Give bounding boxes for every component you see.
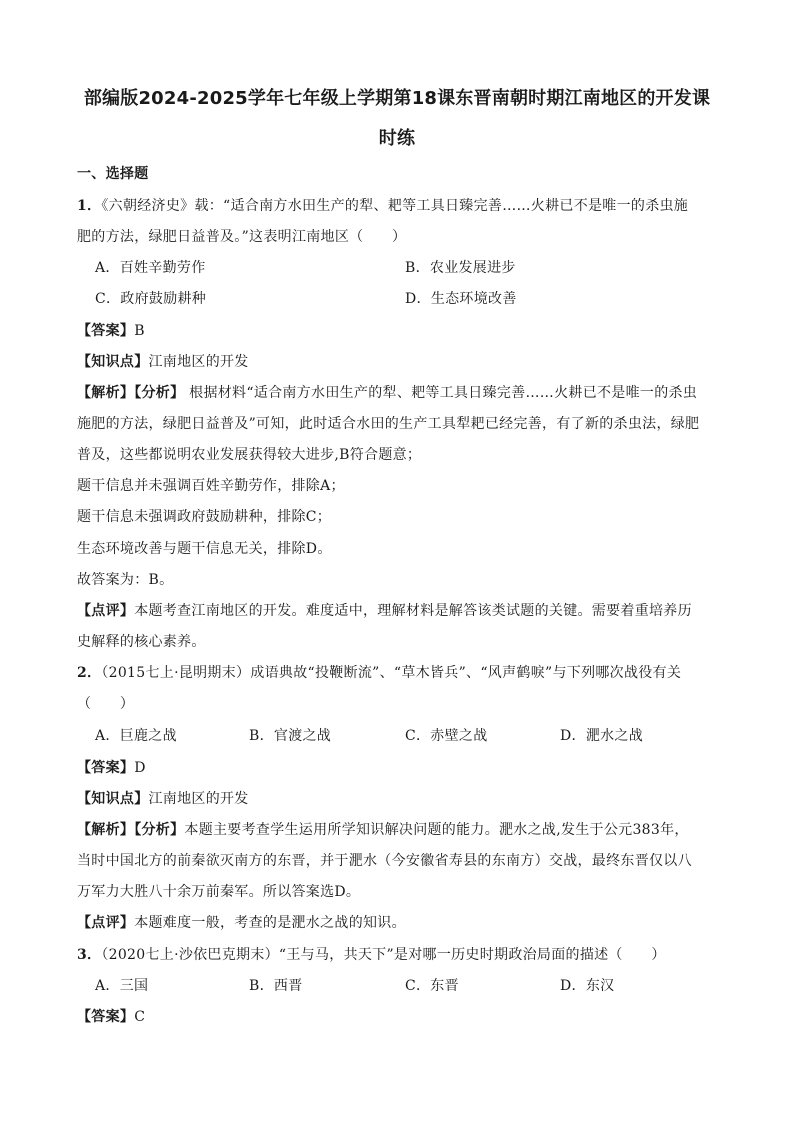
option-a: A．巨鹿之战	[95, 728, 177, 744]
answer-value: B	[134, 323, 145, 339]
comment-tag: 【点评】	[77, 915, 135, 931]
analysis-line-7: 故答案为：B。	[77, 572, 174, 588]
analysis-line-2: 当时中国北方的前秦欲灭南方的东晋，并于淝水（今安徽省寿县的东南方）交战，最终东晋仅以八	[77, 853, 692, 869]
question-text: （2015七上·昆明期末）成语典故“投鞭断流”、“草木皆兵”、“风声鹤唳”与下列哪次战役有关	[101, 665, 682, 681]
analysis-line-4: 题干信息并未强调百姓辛勤劳作，排除A；	[77, 478, 345, 494]
analysis-line-3: 万军力大胜八十余万前秦军。所以答案选D。	[77, 884, 361, 900]
answer-tag: 【答案】	[77, 760, 135, 776]
knowledge-point-line	[77, 353, 249, 371]
analysis-tag: 【解析】【分析】	[77, 385, 185, 401]
question-1-stem-cont: 肥的方法，绿肥日益普及。”这表明江南地区（ ）	[77, 229, 407, 245]
analysis-line-1	[77, 821, 689, 839]
analysis-text: 根据材料“适合南方水田生产的犁、耙等工具日臻完善……火耕已不是唯一的杀虫	[184, 385, 698, 401]
question-number: 2．	[77, 665, 102, 681]
answer-value: C	[134, 1009, 146, 1025]
comment-line-1	[77, 914, 406, 932]
option-c: C．东晋	[405, 978, 459, 994]
knowledge-point-value: 江南地区的开发	[148, 354, 249, 370]
answer-tag: 【答案】	[77, 1009, 135, 1025]
document-title-line-1: 部编版2024-2025学年七年级上学期第18课东晋南朝时期江南地区的开发课	[83, 88, 711, 109]
option-d: D．东汉	[560, 978, 615, 994]
analysis-line-2: 施肥的方法，绿肥日益普及”可知，此时适合水田的生产工具犁耙已经完善，有了新的杀虫法，绿肥	[77, 416, 700, 432]
question-text: （2020七上·沙依巴克期末）“王与马，共天下”是对哪一历史时期政治局面的描述（ ）	[101, 947, 666, 963]
comment-text: 本题考查江南地区的开发。难度适中，理解材料是解答该类试题的关键。需要着重培养历	[134, 603, 692, 619]
question-3-stem	[77, 946, 666, 964]
answer-line	[77, 322, 145, 340]
document-title-line-2: 时练	[378, 128, 416, 149]
analysis-tag: 【解析】【分析】	[77, 822, 185, 838]
option-d: D．淝水之战	[560, 728, 644, 744]
option-c: C．赤壁之战	[405, 728, 488, 744]
analysis-line-1	[77, 384, 697, 402]
option-d: D．生态环境改善	[405, 291, 517, 307]
answer-line	[77, 759, 146, 777]
question-number: 3．	[77, 947, 102, 963]
analysis-line-3: 普及，这些都说明农业发展获得较大进步,B符合题意；	[77, 447, 422, 463]
comment-line-1	[77, 602, 692, 620]
section-heading: 一、选择题	[77, 166, 149, 182]
option-c: C．政府鼓励耕种	[95, 291, 207, 307]
question-2-stem	[77, 664, 681, 682]
option-b: B．西晋	[249, 978, 303, 994]
analysis-text: 本题主要考查学生运用所学知识解决问题的能力。淝水之战,发生于公元383年，	[184, 822, 689, 838]
comment-text: 本题难度一般，考查的是淝水之战的知识。	[134, 915, 406, 931]
option-a: A．三国	[95, 978, 149, 994]
analysis-line-5: 题干信息未强调政府鼓励耕种，排除C；	[77, 509, 332, 525]
question-text: 《六朝经济史》载：“适合南方水田生产的犁、耙等工具日臻完善……火耕已不是唯一的杀虫施	[101, 198, 689, 214]
question-2-stem-cont: （ ）	[77, 696, 135, 712]
option-b: B．官渡之战	[249, 728, 332, 744]
answer-line	[77, 1008, 145, 1026]
question-number: 1．	[77, 198, 102, 214]
answer-tag: 【答案】	[77, 323, 135, 339]
knowledge-point-tag: 【知识点】	[77, 791, 149, 807]
comment-tag: 【点评】	[77, 603, 135, 619]
option-b: B．农业发展进步	[405, 260, 516, 276]
answer-value: D	[134, 760, 146, 776]
analysis-line-6: 生态环境改善与题干信息无关，排除D。	[77, 541, 332, 557]
question-1-stem	[77, 197, 688, 215]
knowledge-point-value: 江南地区的开发	[148, 791, 249, 807]
comment-line-2: 史解释的核心素养。	[77, 634, 206, 650]
knowledge-point-line	[77, 790, 249, 808]
knowledge-point-tag: 【知识点】	[77, 354, 149, 370]
option-a: A．百姓辛勤劳作	[95, 260, 206, 276]
